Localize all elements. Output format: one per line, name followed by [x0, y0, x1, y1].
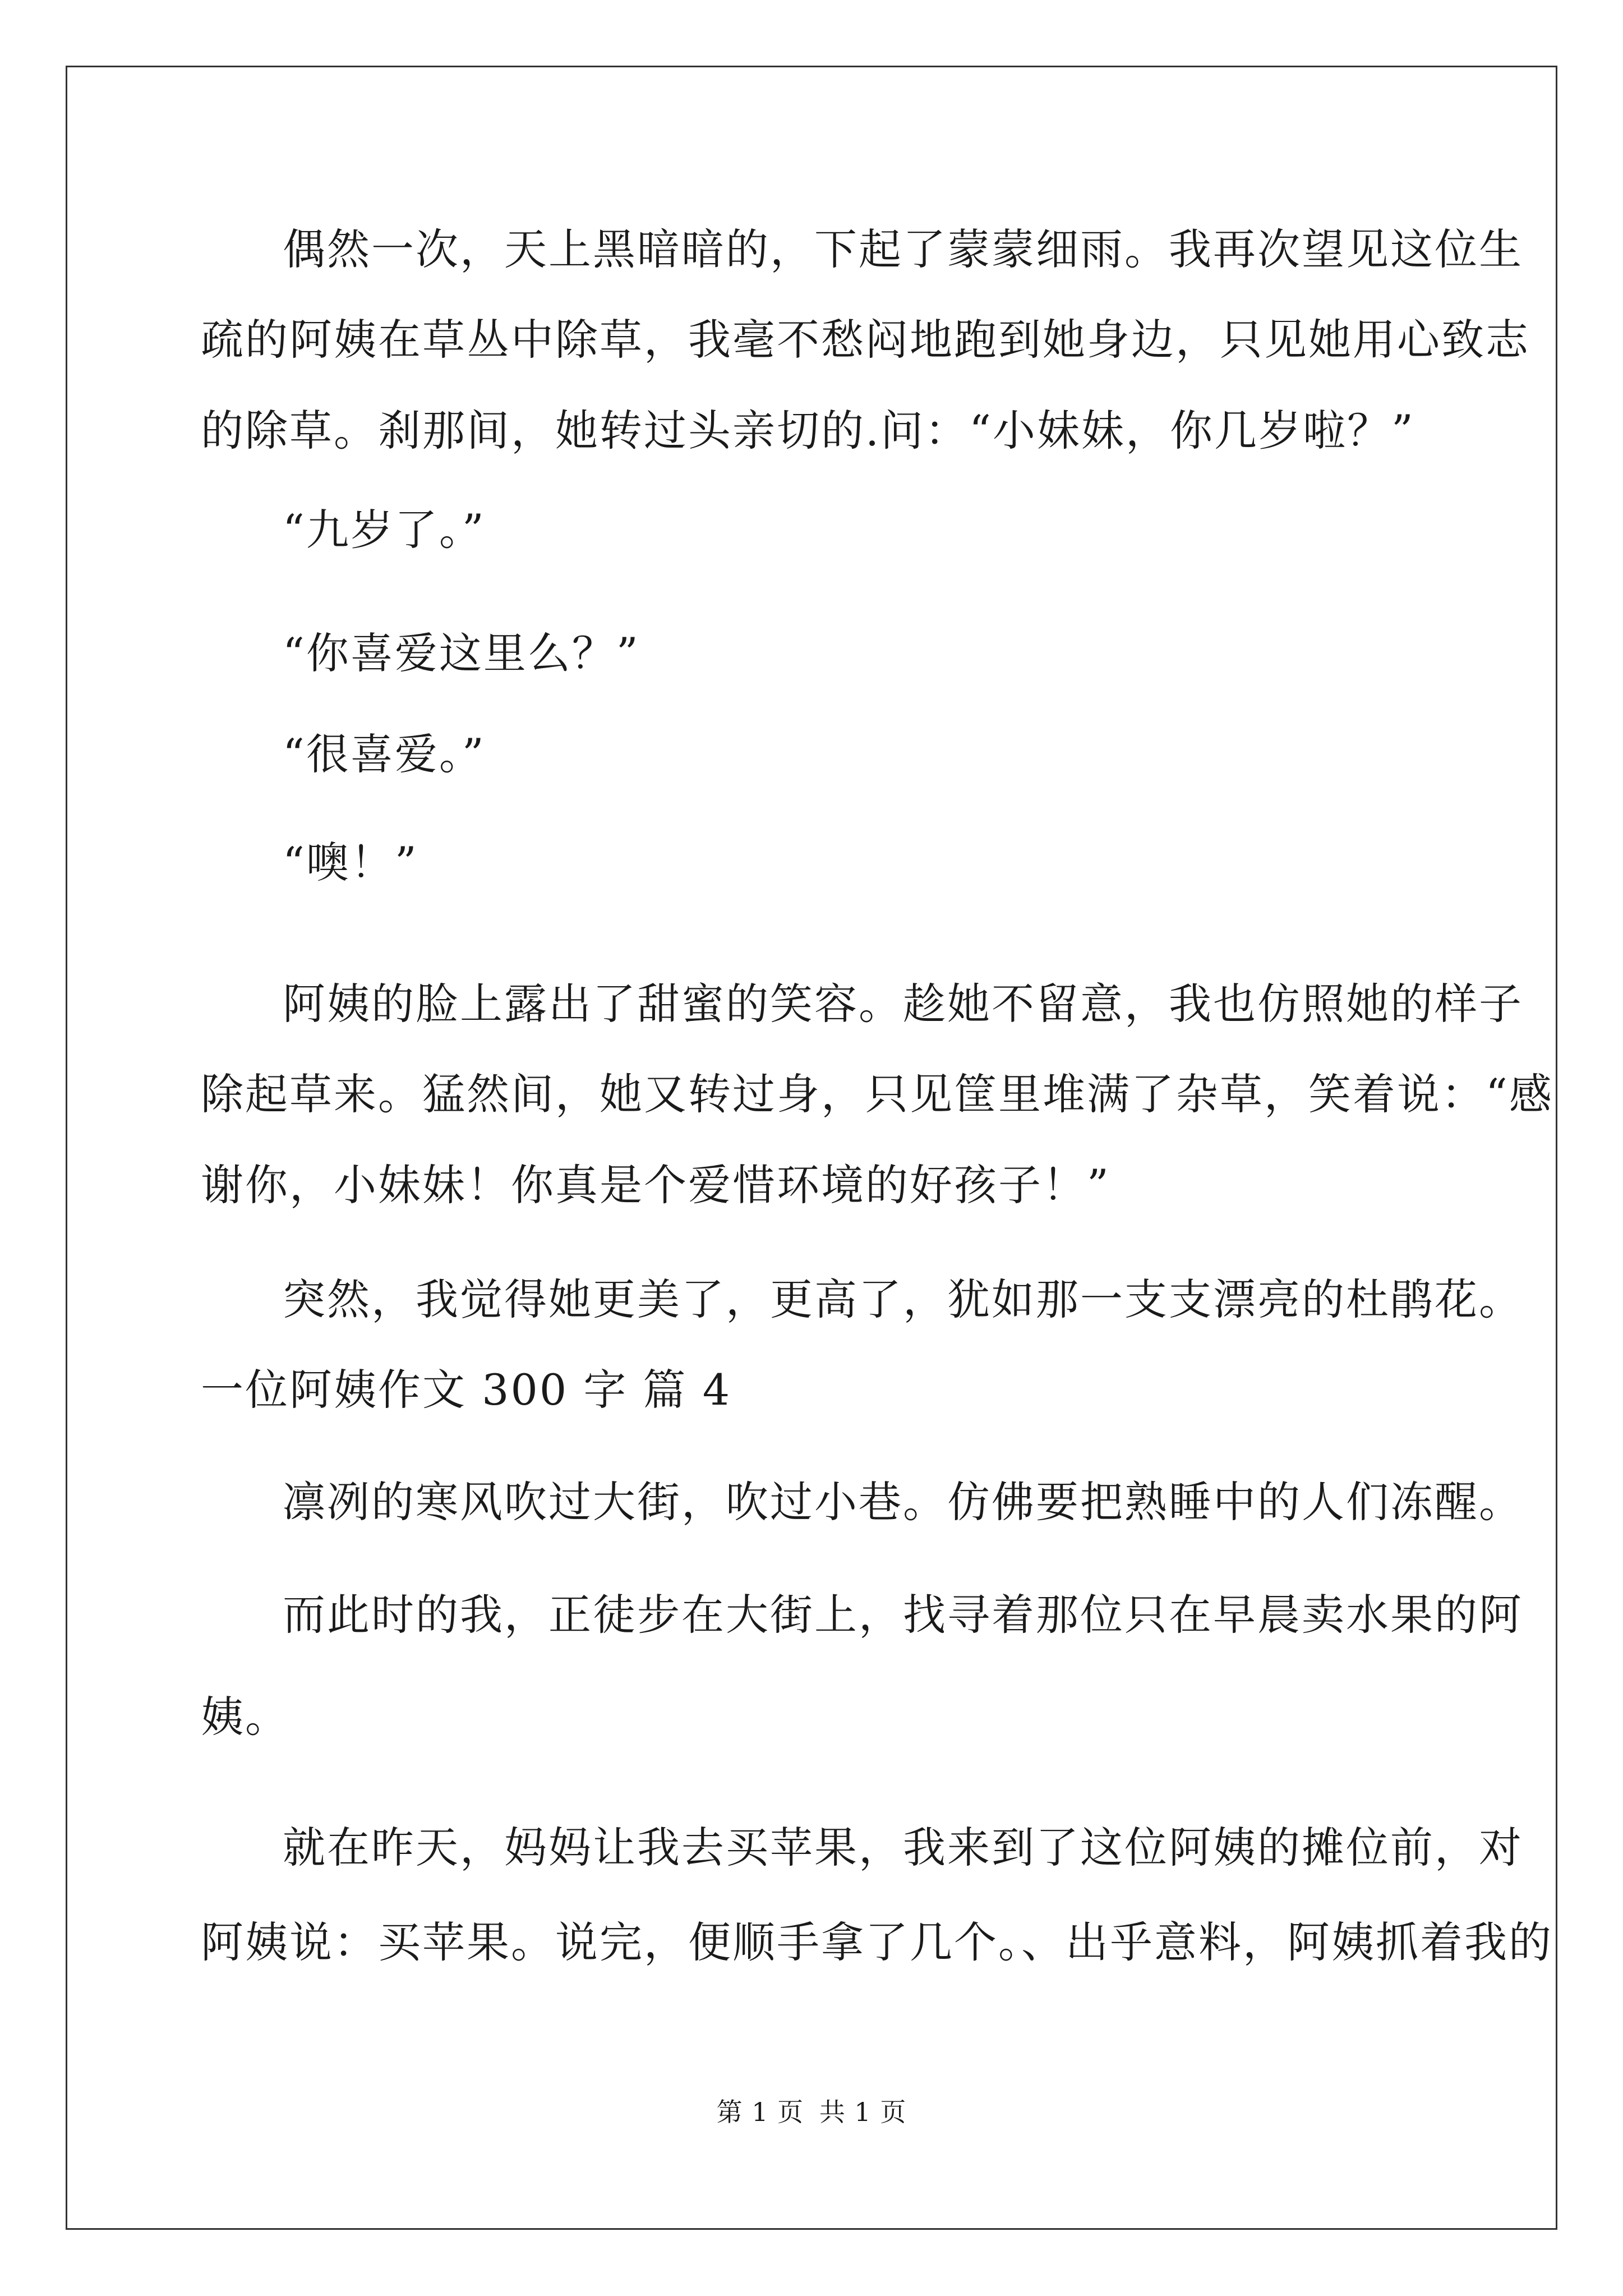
- text-line: 凛冽的寒风吹过大街，吹过小巷。仿佛要把熟睡中的人们冻醒。: [283, 1477, 1523, 1527]
- text-line: 突然，我觉得她更美了，更高了，犹如那一支支漂亮的杜鹃花。: [283, 1274, 1523, 1324]
- text-line: “你喜爱这里么？”: [283, 628, 640, 678]
- text-line: 就在昨天，妈妈让我去买苹果，我来到了这位阿姨的摊位前，对: [283, 1823, 1523, 1872]
- section-heading: 一位阿姨作文 300 字 篇 4: [201, 1365, 732, 1415]
- text-line: 阿姨的脸上露出了甜蜜的笑容。趁她不留意，我也仿照她的样子: [283, 979, 1523, 1029]
- text-line: 的除草。刹那间，她转过头亲切的.问：“小妹妹，你几岁啦？”: [201, 406, 1415, 455]
- page-total: 共 1 页: [819, 2097, 907, 2127]
- page-border: [66, 66, 1557, 2230]
- page-number: 第 1 页: [716, 2097, 804, 2127]
- text-line: 偶然一次，天上黑暗暗的，下起了蒙蒙细雨。我再次望见这位生: [283, 224, 1523, 274]
- text-line: 除起草来。猛然间，她又转过身，只见筐里堆满了杂草，笑着说：“感: [201, 1069, 1553, 1119]
- text-line: 阿姨说：买苹果。说完，便顺手拿了几个。、出乎意料，阿姨抓着我的: [201, 1917, 1553, 1967]
- text-line: 谢你，小妹妹！你真是个爱惜环境的好孩子！”: [201, 1160, 1110, 1210]
- text-line: “九岁了。”: [283, 505, 486, 555]
- text-line: 疏的阿姨在草丛中除草，我毫不愁闷地跑到她身边，只见她用心致志: [201, 315, 1530, 365]
- text-line: “噢！”: [283, 838, 418, 887]
- text-line: 姨。: [201, 1692, 289, 1742]
- page-footer: [0, 2095, 1623, 2129]
- text-line: “很喜爱。”: [283, 729, 486, 779]
- text-line: 而此时的我，正徒步在大街上，找寻着那位只在早晨卖水果的阿: [283, 1590, 1523, 1640]
